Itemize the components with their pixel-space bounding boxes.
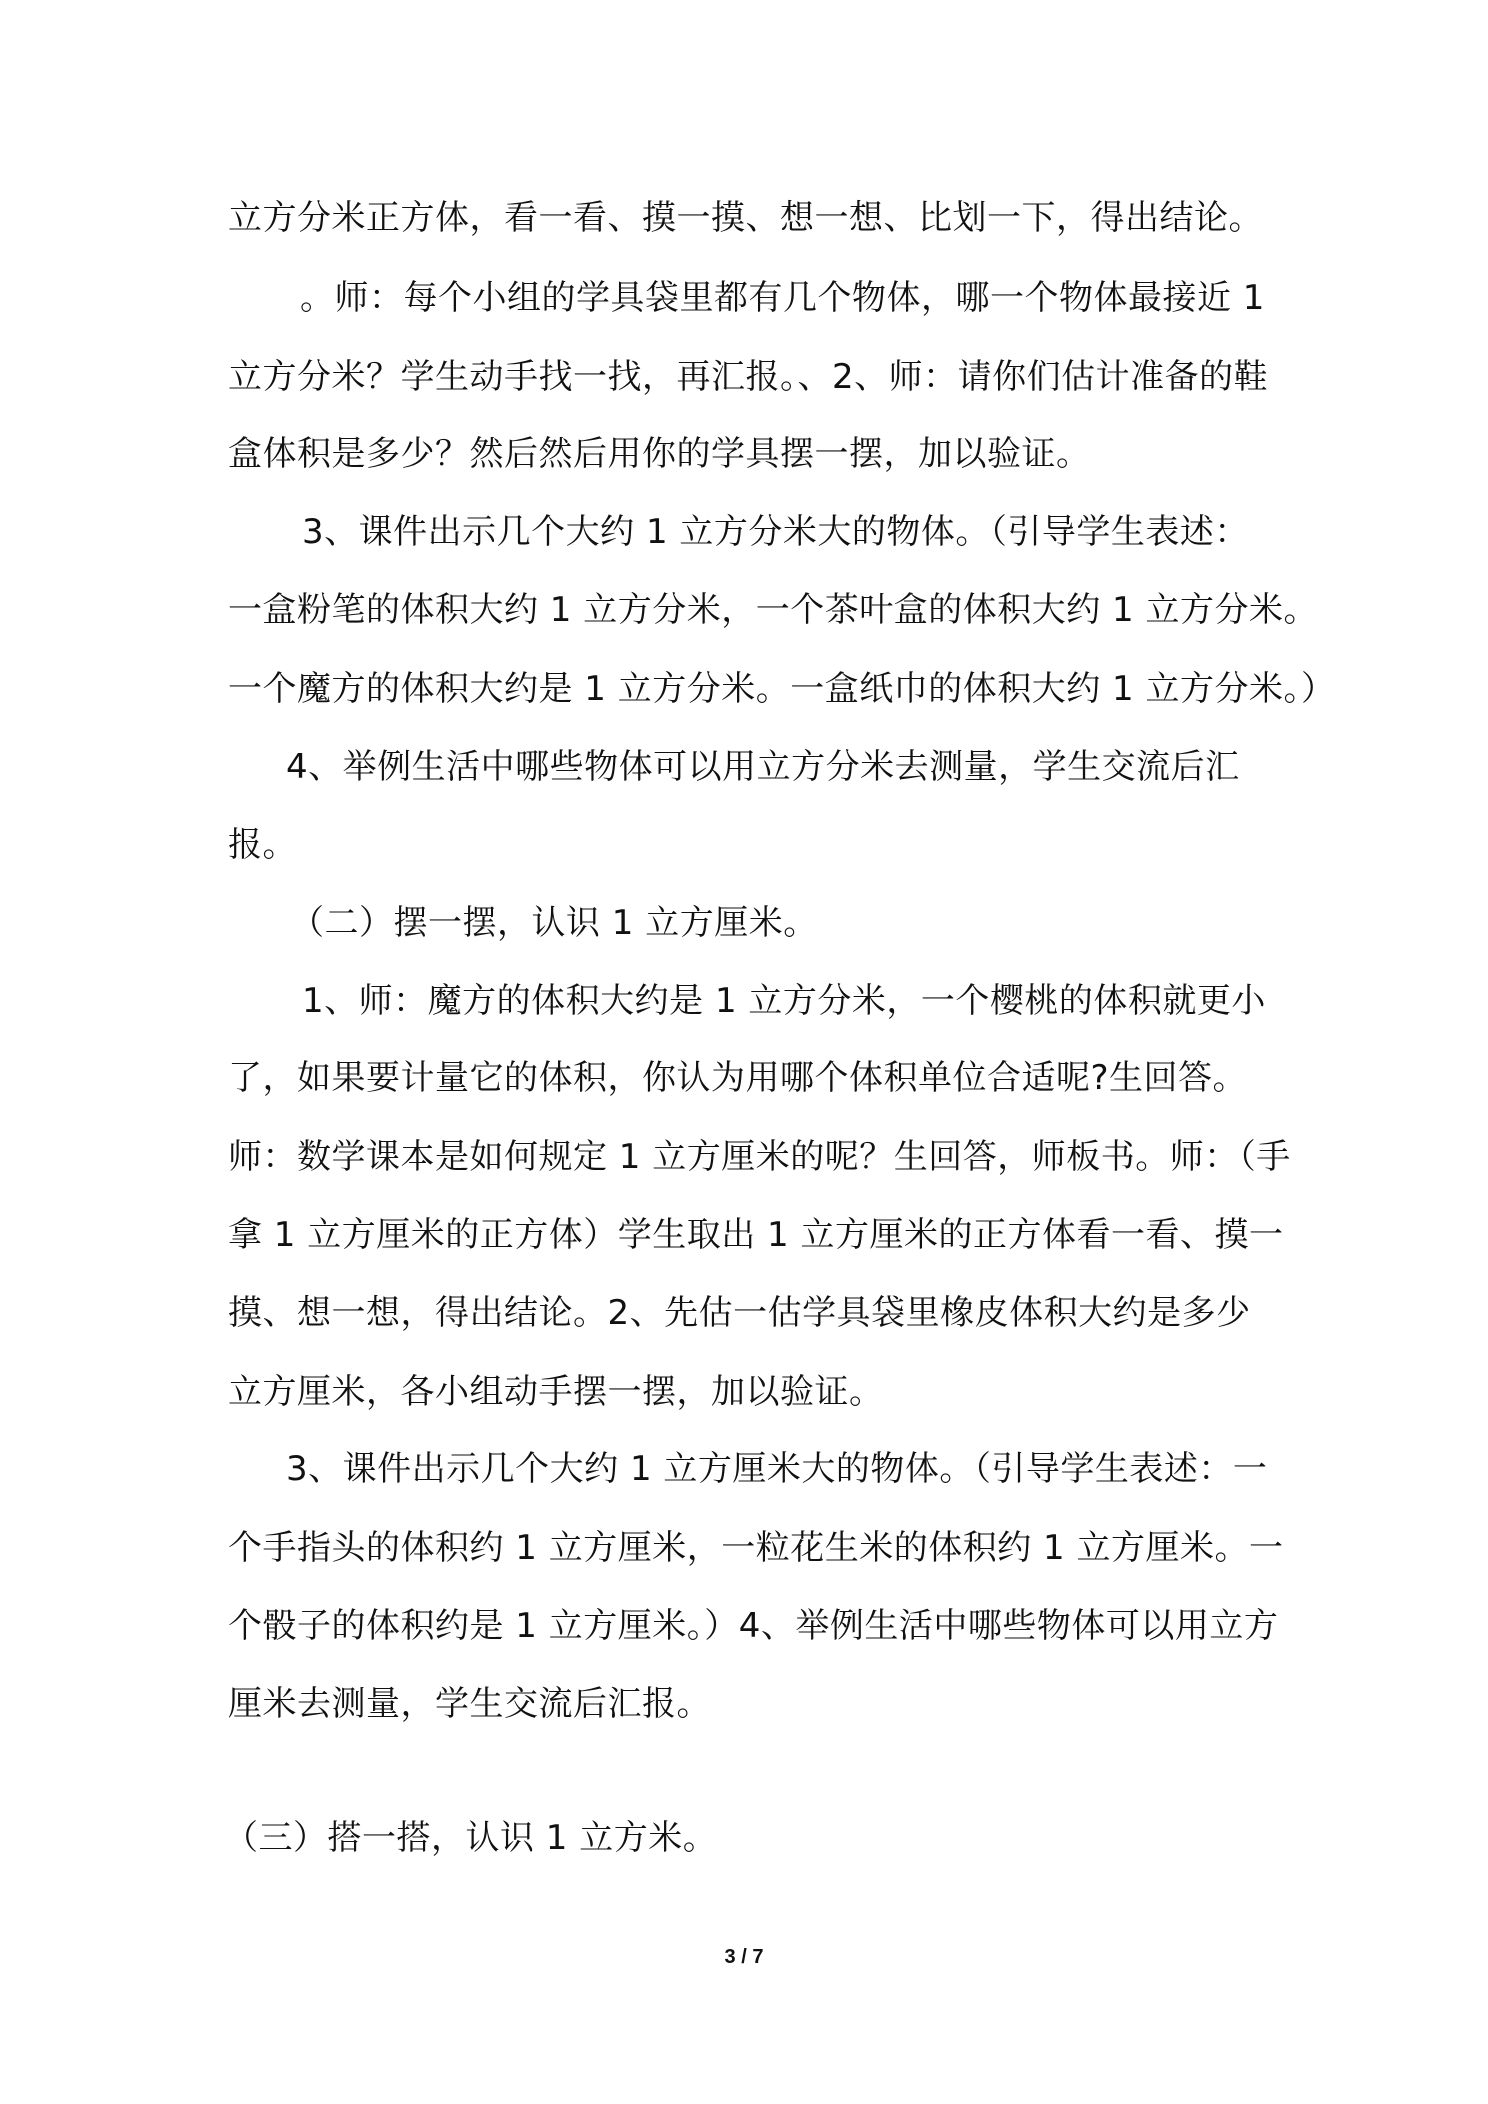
text-line: 个手指头的体积约 1 立方厘米，一粒花生米的体积约 1 立方厘米。一 [228,1528,1284,1568]
text-line: 一个魔方的体积大约是 1 立方分米。一盒纸巾的体积大约 1 立方分米。） [228,669,1336,709]
text-line: 3、课件出示几个大约 1 立方厘米大的物体。（引导学生表述：一 [286,1449,1268,1489]
text-line: 个骰子的体积约是 1 立方厘米。）4、举例生活中哪些物体可以用立方 [228,1606,1279,1646]
page-number: 3 / 7 [724,1946,764,1968]
text-line: 摸、想一想，得出结论。2、先估一估学具袋里橡皮体积大约是多少 [228,1293,1251,1333]
text-line: 了，如果要计量它的体积，你认为用哪个体积单位合适呢?生回答。 [228,1058,1248,1098]
text-line: 拿 1 立方厘米的正方体）学生取出 1 立方厘米的正方体看一看、摸一 [228,1215,1284,1255]
text-line: 师：数学课本是如何规定 1 立方厘米的呢？生回答，师板书。师：（手 [228,1137,1291,1177]
text-line: 报。 [228,825,297,865]
section-heading: （二）摆一摆，认识 1 立方厘米。 [290,903,818,943]
text-line: 一盒粉笔的体积大约 1 立方分米，一个茶叶盒的体积大约 1 立方分米。 [228,590,1318,630]
text-line: 立方分米正方体，看一看、摸一摸、想一想、比划一下，得出结论。 [228,198,1263,238]
text-line: 1、师：魔方的体积大约是 1 立方分米，一个樱桃的体积就更小 [302,981,1266,1021]
text-line: 盒体积是多少？然后然后用你的学具摆一摆，加以验证。 [228,434,1091,474]
text-line: 。师：每个小组的学具袋里都有几个物体，哪一个物体最接近 1 [300,278,1265,318]
section-heading: （三）搭一搭，认识 1 立方米。 [224,1818,718,1858]
text-line: 厘米去测量，学生交流后汇报。 [228,1684,711,1724]
text-line: 4、举例生活中哪些物体可以用立方分米去测量，学生交流后汇 [286,747,1240,787]
text-line: 3、课件出示几个大约 1 立方分米大的物体。（引导学生表述： [302,512,1249,552]
text-line: 立方厘米，各小组动手摆一摆，加以验证。 [228,1372,884,1412]
text-line: 立方分米？学生动手找一找，再汇报。、2、师：请你们估计准备的鞋 [228,357,1269,397]
